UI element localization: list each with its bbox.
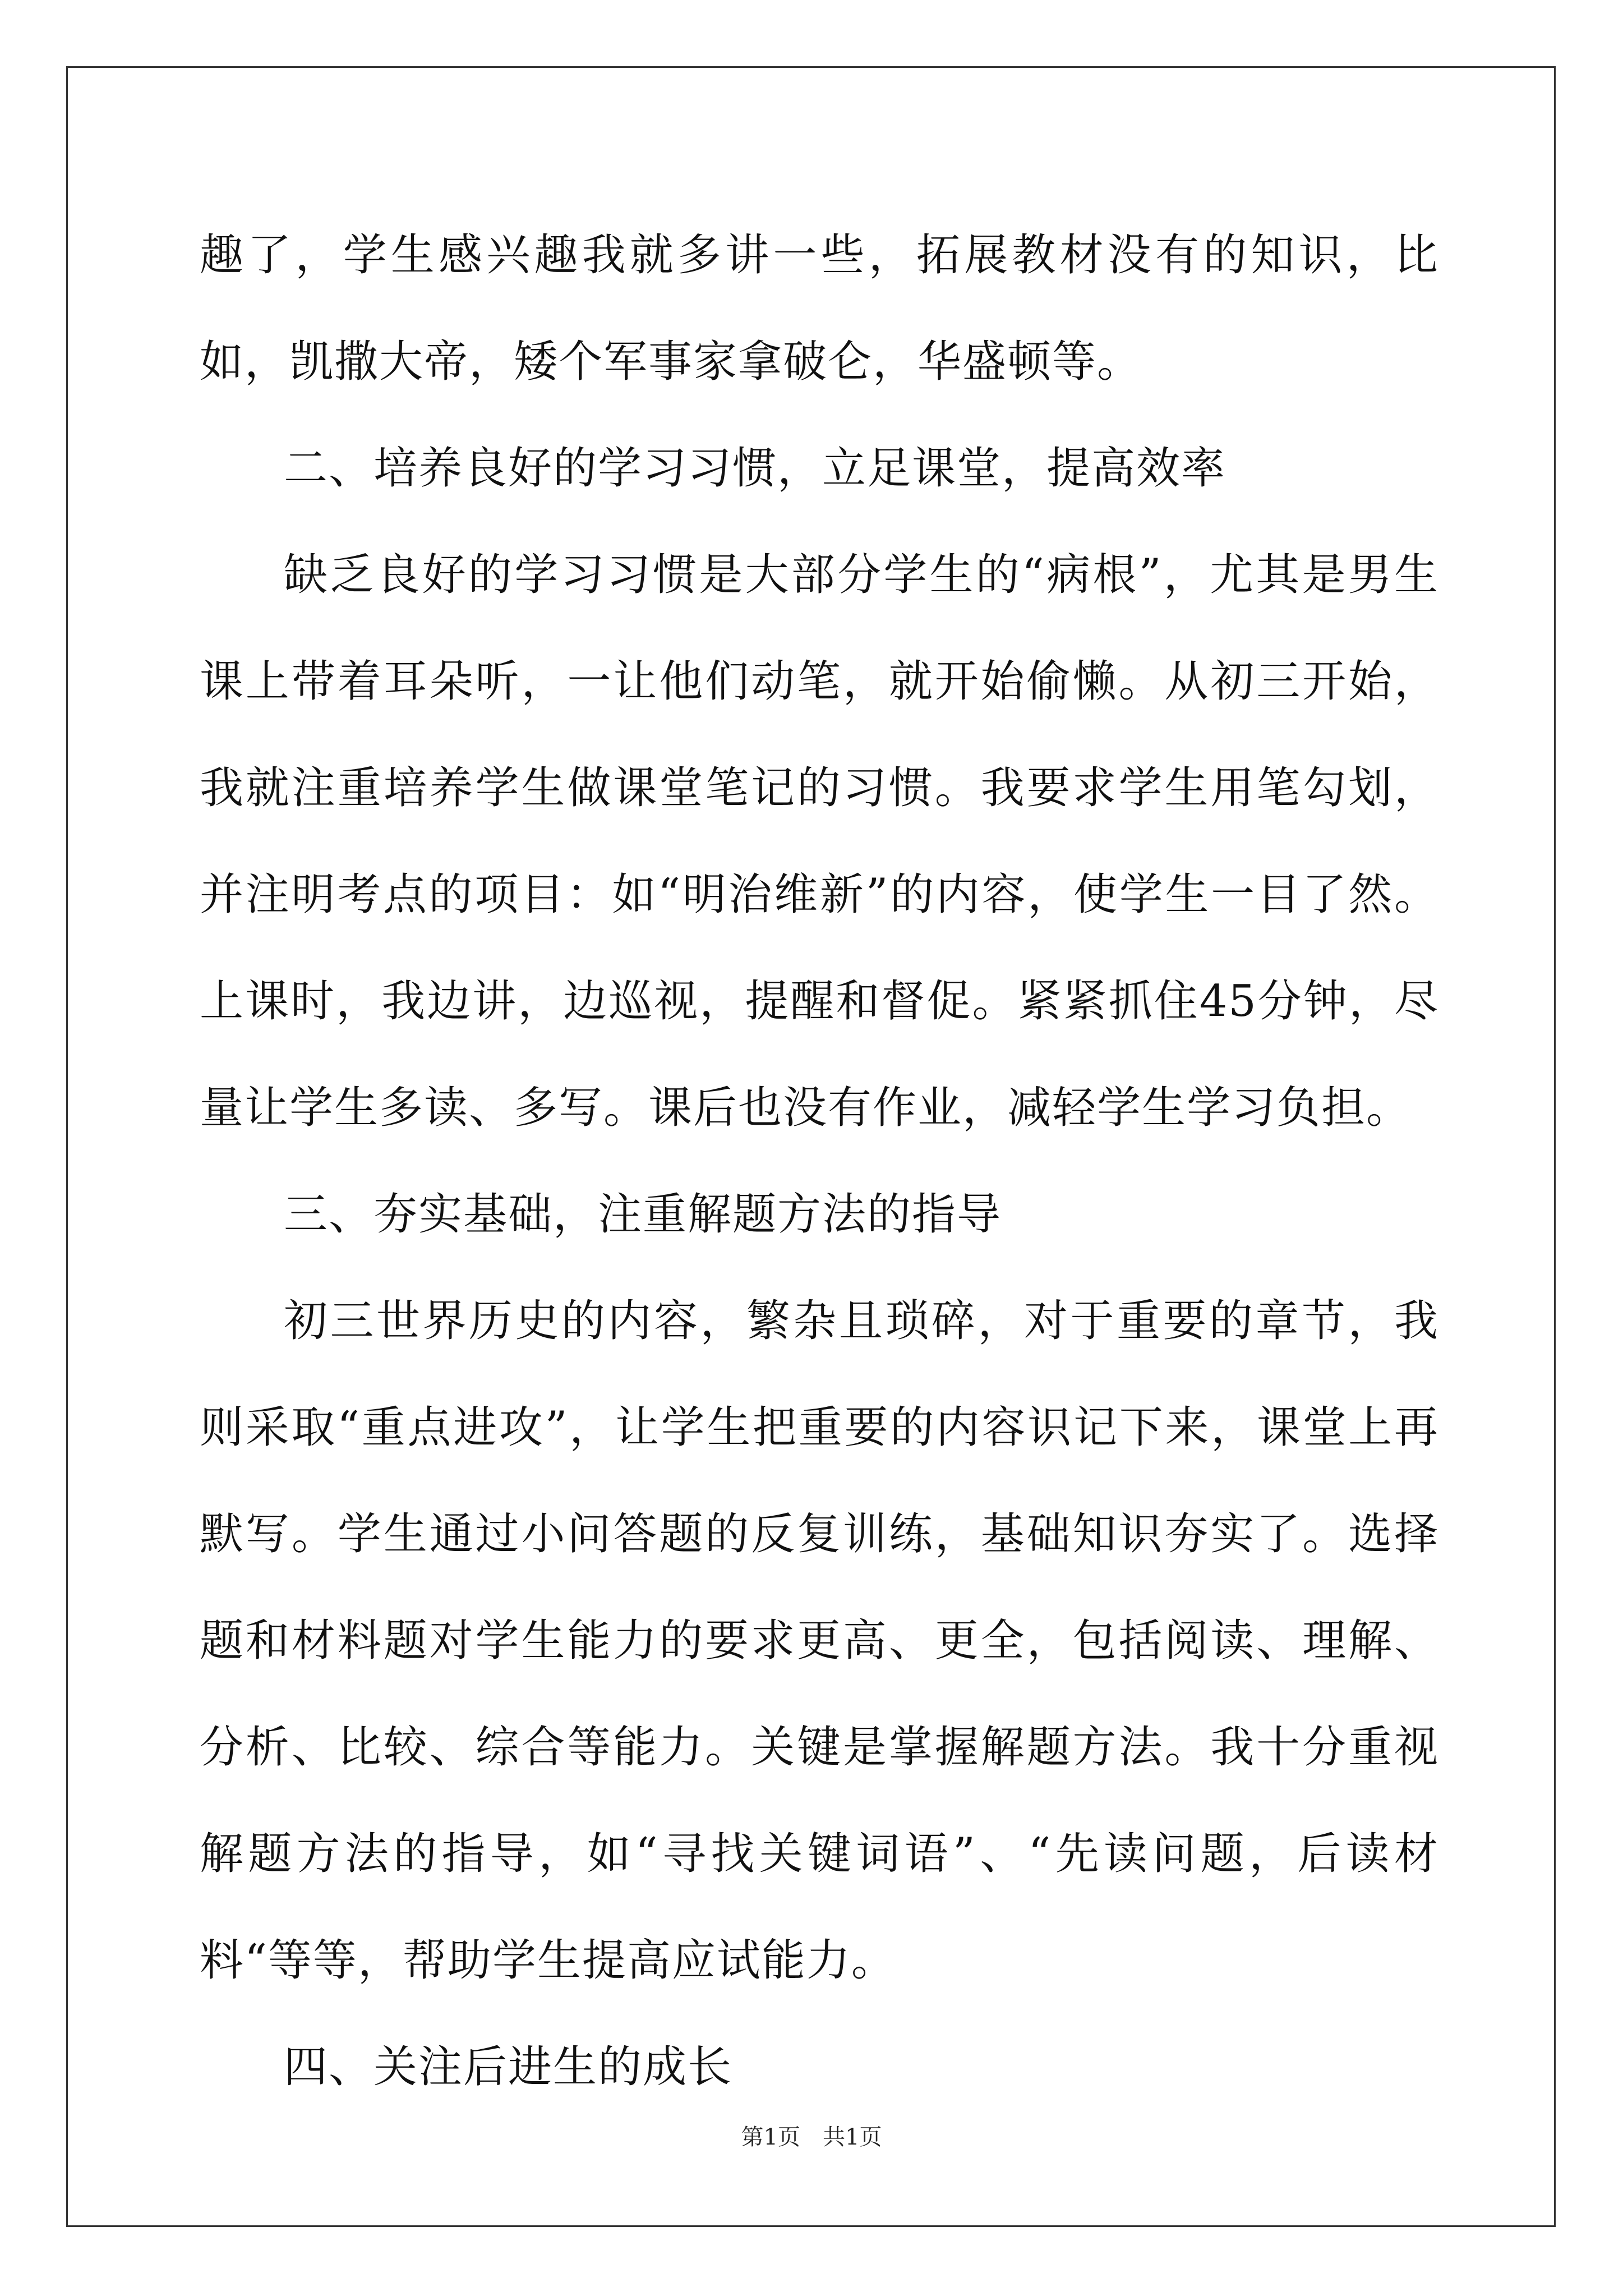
page-footer: 第1页 共1页 <box>741 2124 882 2150</box>
paragraph-problem-solving: 初三世界历史的内容，繁杂且琐碎，对于重要的章节，我则采取“重点进攻”，让学生把重要的内容识记下来，课堂上再默写。学生通过小问答题的反复训练，基础知识夯实了。选择题和材料题对学生能力的要求更高、更全，包括阅读、理解、分析、比较、综合等能力。关键是掌握解题方法。我十分重视解题方法的指导，如“寻找关键词语”、“先读问题，后读材料“等等，帮助学生提高应试能力。 <box>200 1296 1439 1986</box>
section-heading-3: 三、夯实基础，注重解题方法的指导 <box>284 1189 1002 1240</box>
section-heading-4: 四、关注后进生的成长 <box>284 2042 733 2092</box>
paragraph-continuation: 趣了，学生感兴趣我就多讲一些，拓展教材没有的知识，比如，凯撒大帝，矮个军事家拿破仑，华盛顿等。 <box>200 230 1439 387</box>
section-heading-2: 二、培养良好的学习习惯，立足课堂，提高效率 <box>284 443 1227 494</box>
document-body <box>200 202 1439 2120</box>
paragraph-study-habits: 缺乏良好的学习习惯是大部分学生的“病根”，尤其是男生课上带着耳朵听，一让他们动笔，就开始偷懒。从初三开始，我就注重培养学生做课堂笔记的习惯。我要求学生用笔勾划，并注明考点的项目：如“明治维新”的内容，使学生一目了然。上课时，我边讲，边巡视，提醒和督促。紧紧抓住45分钟，尽量让学生多读、多写。课后也没有作业，减轻学生学习负担。 <box>200 550 1439 1133</box>
